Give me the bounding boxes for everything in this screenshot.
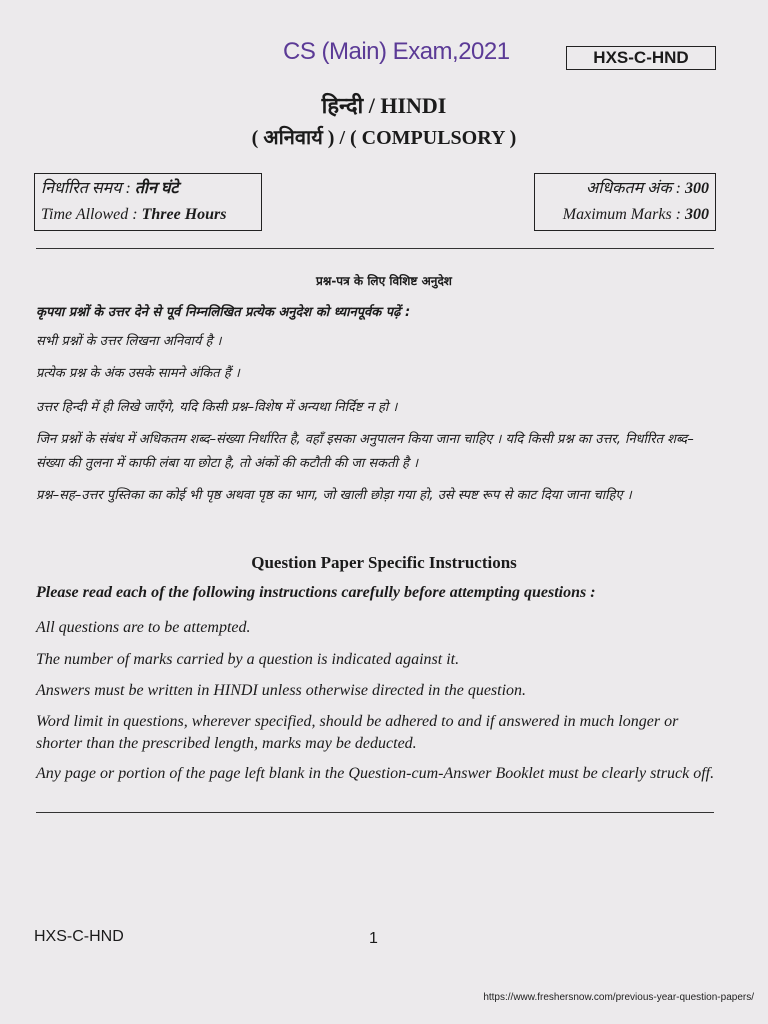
marks-english-label: Maximum Marks : [562,206,681,223]
time-hindi-label: निर्धारित समय : [41,180,131,197]
time-hindi-value: तीन घंटे [134,180,179,197]
paper-code-box: HXS-C-HND [566,46,716,70]
english-instruction-item: Word limit in questions, wherever specified, should be adhered to and if answered in much longer or shorter than the prescribed length, marks may be deducted. [36,713,679,752]
english-instruction-item: The number of marks carried by a question is indicated against it. [36,651,460,668]
paper-title: हिन्दी / HINDI [321,93,447,118]
marks-hindi-value: 300 [685,180,709,197]
max-marks-box [534,173,716,231]
english-instructions-heading: Question Paper Specific Instructions [251,553,517,572]
english-instruction-item: All questions are to be attempted. [36,619,251,636]
exam-stamp: CS (Main) Exam,2021 [283,38,510,65]
english-instruction-item: Answers must be written in HINDI unless otherwise directed in the question. [36,682,527,699]
hindi-instructions-lead: कृपया प्रश्नों के उत्तर देने से पूर्व निम्नलिखित प्रत्येक अनुदेश को ध्यानपूर्वक पढ़ें : [36,305,411,320]
hindi-instruction-item: जिन प्रश्नों के संबंध में अधिकतम शब्द–संख्या निर्धारित है, वहाँ इसका अनुपालन किया जाना चाहिए । यदि किसी प्रश्न का उत्तर, निर्धारित शब्द–संख्या की तुलना में काफी लंबा या छोटा है, तो अंकों की कटौती की जा सकती है । [36,432,694,471]
marks-english-value: 300 [685,206,709,223]
english-instruction-item: Any page or portion of the page left blank in the Question-cum-Answer Booklet must be clearly struck off. [36,765,715,782]
marks-english-row [541,202,709,228]
hindi-instruction-item: प्रत्येक प्रश्न के अंक उसके सामने अंकित हैं । [36,366,240,381]
time-hindi-row [41,176,255,202]
time-english-row [41,202,255,228]
top-divider [36,248,714,249]
bottom-divider [36,812,714,813]
hindi-instruction-item: सभी प्रश्नों के उत्तर लिखना अनिवार्य है । [36,334,222,349]
english-instructions-lead: Please read each of the following instructions carefully before attempting questions : [36,584,596,601]
time-english-value: Three Hours [141,206,227,223]
paper-subtitle: ( अनिवार्य ) / ( COMPULSORY ) [251,127,517,149]
footer-paper-code: HXS-C-HND [34,928,124,945]
hindi-instruction-item: उत्तर हिन्दी में ही लिखे जाएँगे, यदि किसी प्रश्न–विशेष में अन्यथा निर्दिष्ट न हो । [36,400,398,415]
marks-hindi-label: अधिकतम अंक : [585,180,681,197]
time-english-label: Time Allowed : [41,206,138,223]
hindi-instruction-item: प्रश्न–सह–उत्तर पुस्तिका का कोई भी पृष्ठ अथवा पृष्ठ का भाग, जो खाली छोड़ा गया हो, उसे स्पष्ट रूप से काट दिया जाना चाहिए । [36,488,632,503]
source-url-link[interactable]: https://www.freshersnow.com/previous-year-question-papers/ [483,992,754,1003]
marks-hindi-row [541,176,709,202]
hindi-instructions-heading: प्रश्न-पत्र के लिए विशिष्ट अनुदेश [316,274,452,288]
time-allowed-box [34,173,262,231]
page-number: 1 [369,930,378,947]
